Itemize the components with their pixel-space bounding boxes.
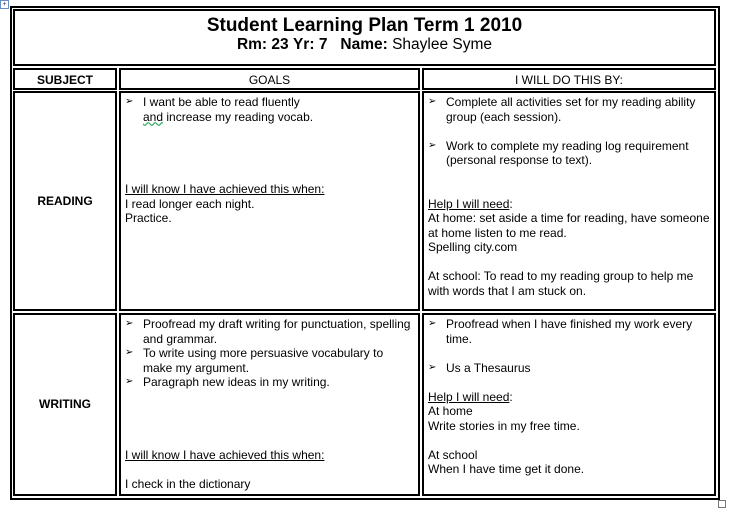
arrow-bullet-icon: ➢ [428, 96, 437, 107]
title-cell [13, 9, 716, 66]
table-resize-handle[interactable] [718, 500, 726, 508]
header-subject: SUBJECT [13, 68, 117, 90]
student-info: Rm: 23 Yr: 7 Name: Shaylee Syme [236, 36, 493, 53]
arrow-bullet-icon: ➢ [125, 96, 134, 107]
arrow-bullet-icon: ➢ [125, 318, 134, 329]
writing-actions: ➢ Proofread when I have finished my work every time. ➢ Us a Thesaurus Help I will need: At home Write stories in my free time. At school When I have time get it done. [422, 313, 716, 496]
page-title: Student Learning Plan Term 1 2010 [206, 15, 523, 36]
subject-writing: WRITING [13, 313, 117, 496]
arrow-bullet-icon: ➢ [428, 139, 437, 151]
reading-goals: ➢ I want be able to read fluently and increase my reading vocab. I will know I have achieved this when: I read longer each night. Practice. [119, 91, 420, 311]
arrow-bullet-icon: ➢ [125, 347, 134, 358]
arrow-bullet-icon: ➢ [125, 376, 134, 387]
header-goals: GOALS [119, 68, 420, 90]
arrow-bullet-icon: ➢ [428, 361, 437, 373]
arrow-bullet-icon: ➢ [428, 318, 437, 329]
header-do: I WILL DO THIS BY: [422, 68, 716, 90]
subject-reading: READING [13, 91, 117, 311]
table-move-handle[interactable]: + [0, 0, 9, 9]
writing-goals: ➢ Proofread my draft writing for punctuation, spelling and grammar. ➢ To write using more persuasive vocabulary to make my argument. ➢ Paragraph new ideas in my writing. I will know I have achieved this when: I check in the dictionary [119, 313, 420, 496]
reading-actions: ➢ Complete all activities set for my reading ability group (each session). ➢ Work to complete my reading log requirement (personal response to text). Help I will need: At home: set aside a time for reading, have someone at home listen to me read. Spelling city.com At school: To read to my reading group to help me with words that I am stuck on. [422, 91, 716, 311]
